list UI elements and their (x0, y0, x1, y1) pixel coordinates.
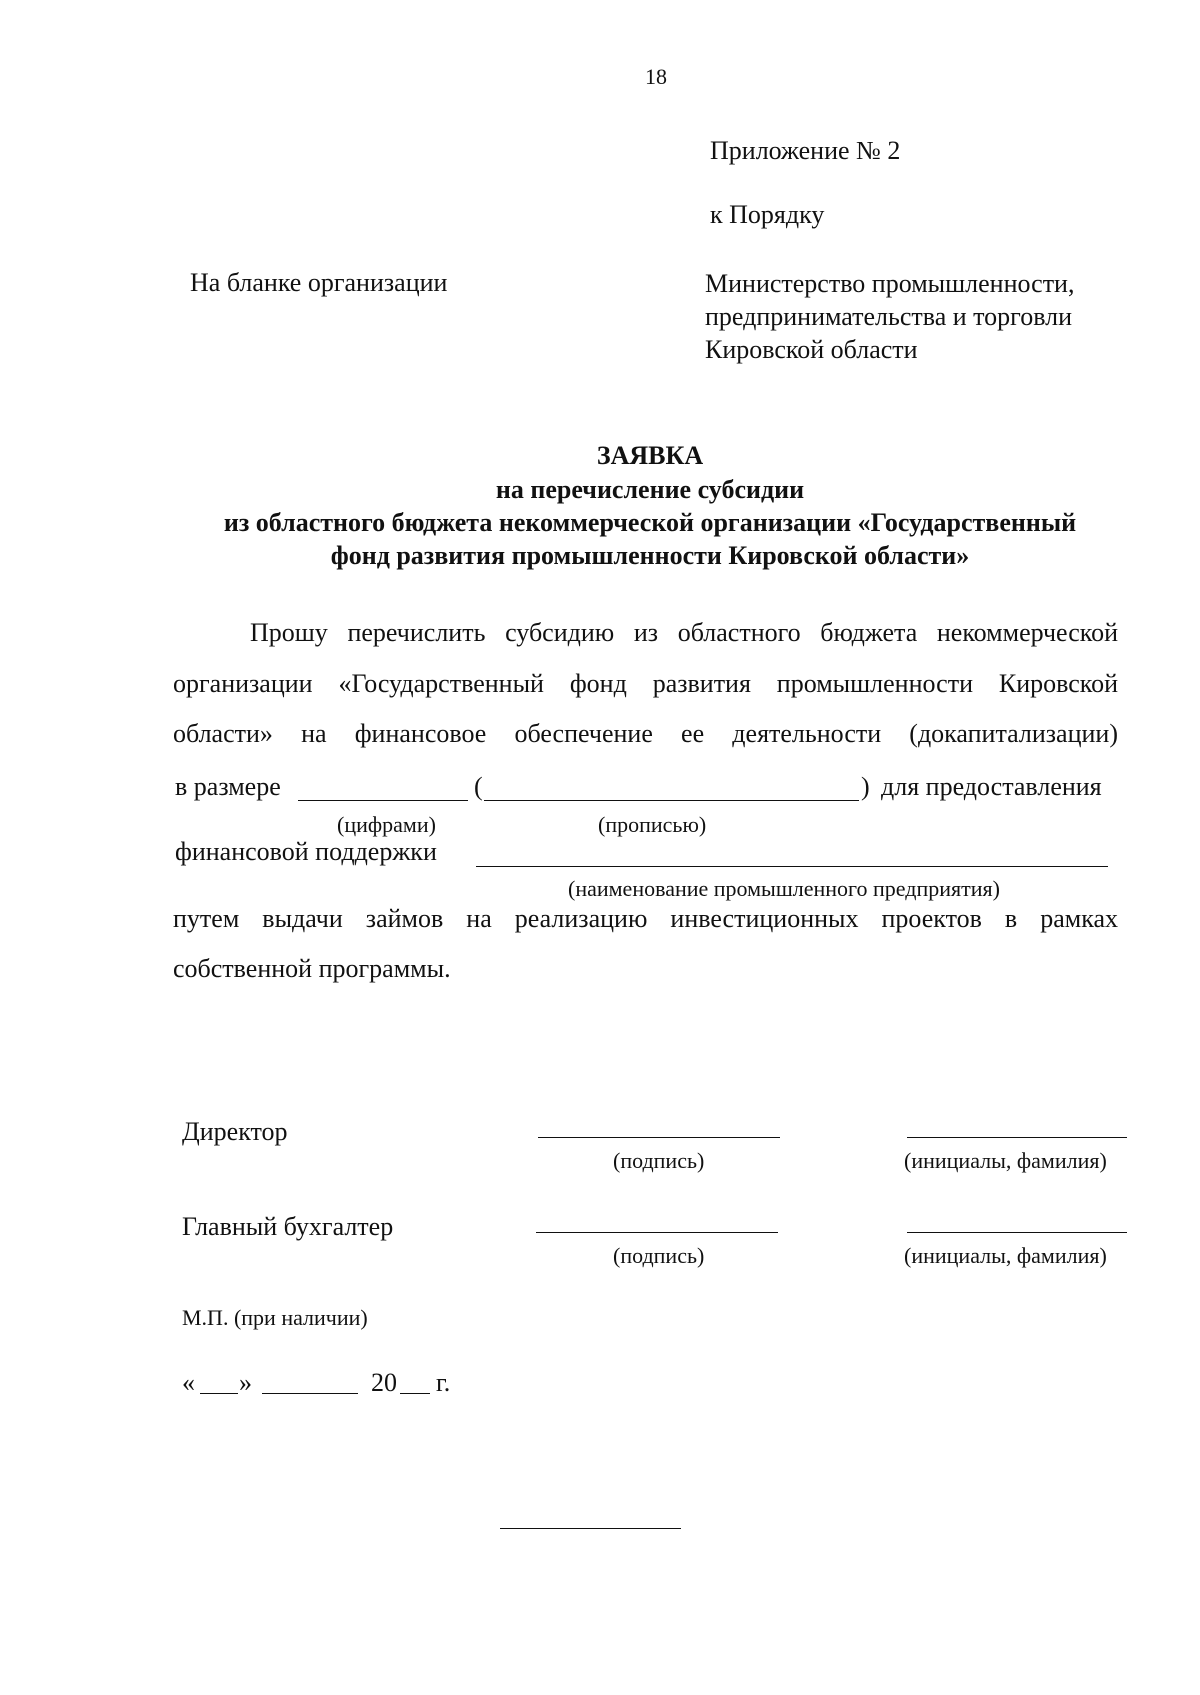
accountant-name-hint: (инициалы, фамилия) (904, 1243, 1107, 1268)
appendix-number: Приложение № 2 (710, 136, 901, 165)
body-line-7: собственной программы. (173, 954, 451, 983)
amount-suffix: для предоставления (881, 772, 1102, 801)
accountant-signature-field[interactable] (536, 1232, 778, 1233)
paren-close: ) (861, 772, 870, 801)
recipient-line-1: Министерство промышленности, (705, 269, 1075, 298)
appendix-reference: к Порядку (710, 200, 825, 229)
date-open-quote: « (182, 1368, 195, 1397)
director-name-hint: (инициалы, фамилия) (904, 1148, 1107, 1173)
support-label: финансовой поддержки (175, 837, 437, 866)
director-signature-field[interactable] (538, 1137, 780, 1138)
letterhead-note: На бланке организации (190, 268, 448, 297)
body-line-1: Прошу перечислить субсидию из областного бюджета некоммерческой (250, 618, 1118, 647)
amount-prefix: в размере (175, 772, 281, 801)
hint-digits: (цифрами) (337, 812, 436, 837)
amount-digits-field[interactable] (298, 800, 468, 801)
body-line-2: организации «Государственный фонд развития промышленности Кировской (173, 669, 1118, 698)
director-signature-hint: (подпись) (613, 1148, 705, 1173)
amount-words-field[interactable] (484, 800, 859, 801)
recipient-line-2: предпринимательства и торговли (705, 302, 1073, 331)
hint-enterprise: (наименование промышленного предприятия) (568, 876, 1000, 901)
body-line-3: области» на финансовое обеспечение ее деятельности (докапитализации) (173, 719, 1118, 748)
hint-words: (прописью) (598, 812, 707, 837)
recipient-line-3: Кировской области (705, 335, 918, 364)
accountant-label: Главный бухгалтер (182, 1212, 394, 1241)
accountant-name-field[interactable] (907, 1232, 1127, 1233)
stamp-note: М.П. (при наличии) (182, 1305, 368, 1330)
director-name-field[interactable] (907, 1137, 1127, 1138)
date-year-field[interactable] (400, 1393, 430, 1394)
paren-open: ( (474, 772, 483, 801)
page-number: 18 (645, 64, 667, 89)
enterprise-name-field[interactable] (476, 866, 1108, 867)
closing-separator (500, 1528, 681, 1529)
date-day-field[interactable] (200, 1393, 238, 1394)
title-line-2: из областного бюджета некоммерческой организации «Государственный (223, 508, 1077, 537)
date-year-suffix: г. (436, 1368, 451, 1397)
director-label: Директор (182, 1117, 288, 1146)
date-year-prefix: 20 (371, 1368, 397, 1397)
document-title: ЗАЯВКА (596, 441, 704, 470)
date-close-quote: » (239, 1368, 252, 1397)
date-month-field[interactable] (262, 1393, 358, 1394)
accountant-signature-hint: (подпись) (613, 1243, 705, 1268)
title-line-3: фонд развития промышленности Кировской области» (330, 541, 970, 570)
body-line-6: путем выдачи займов на реализацию инвестиционных проектов в рамках (173, 904, 1118, 933)
title-line-1: на перечисление субсидии (495, 475, 805, 504)
